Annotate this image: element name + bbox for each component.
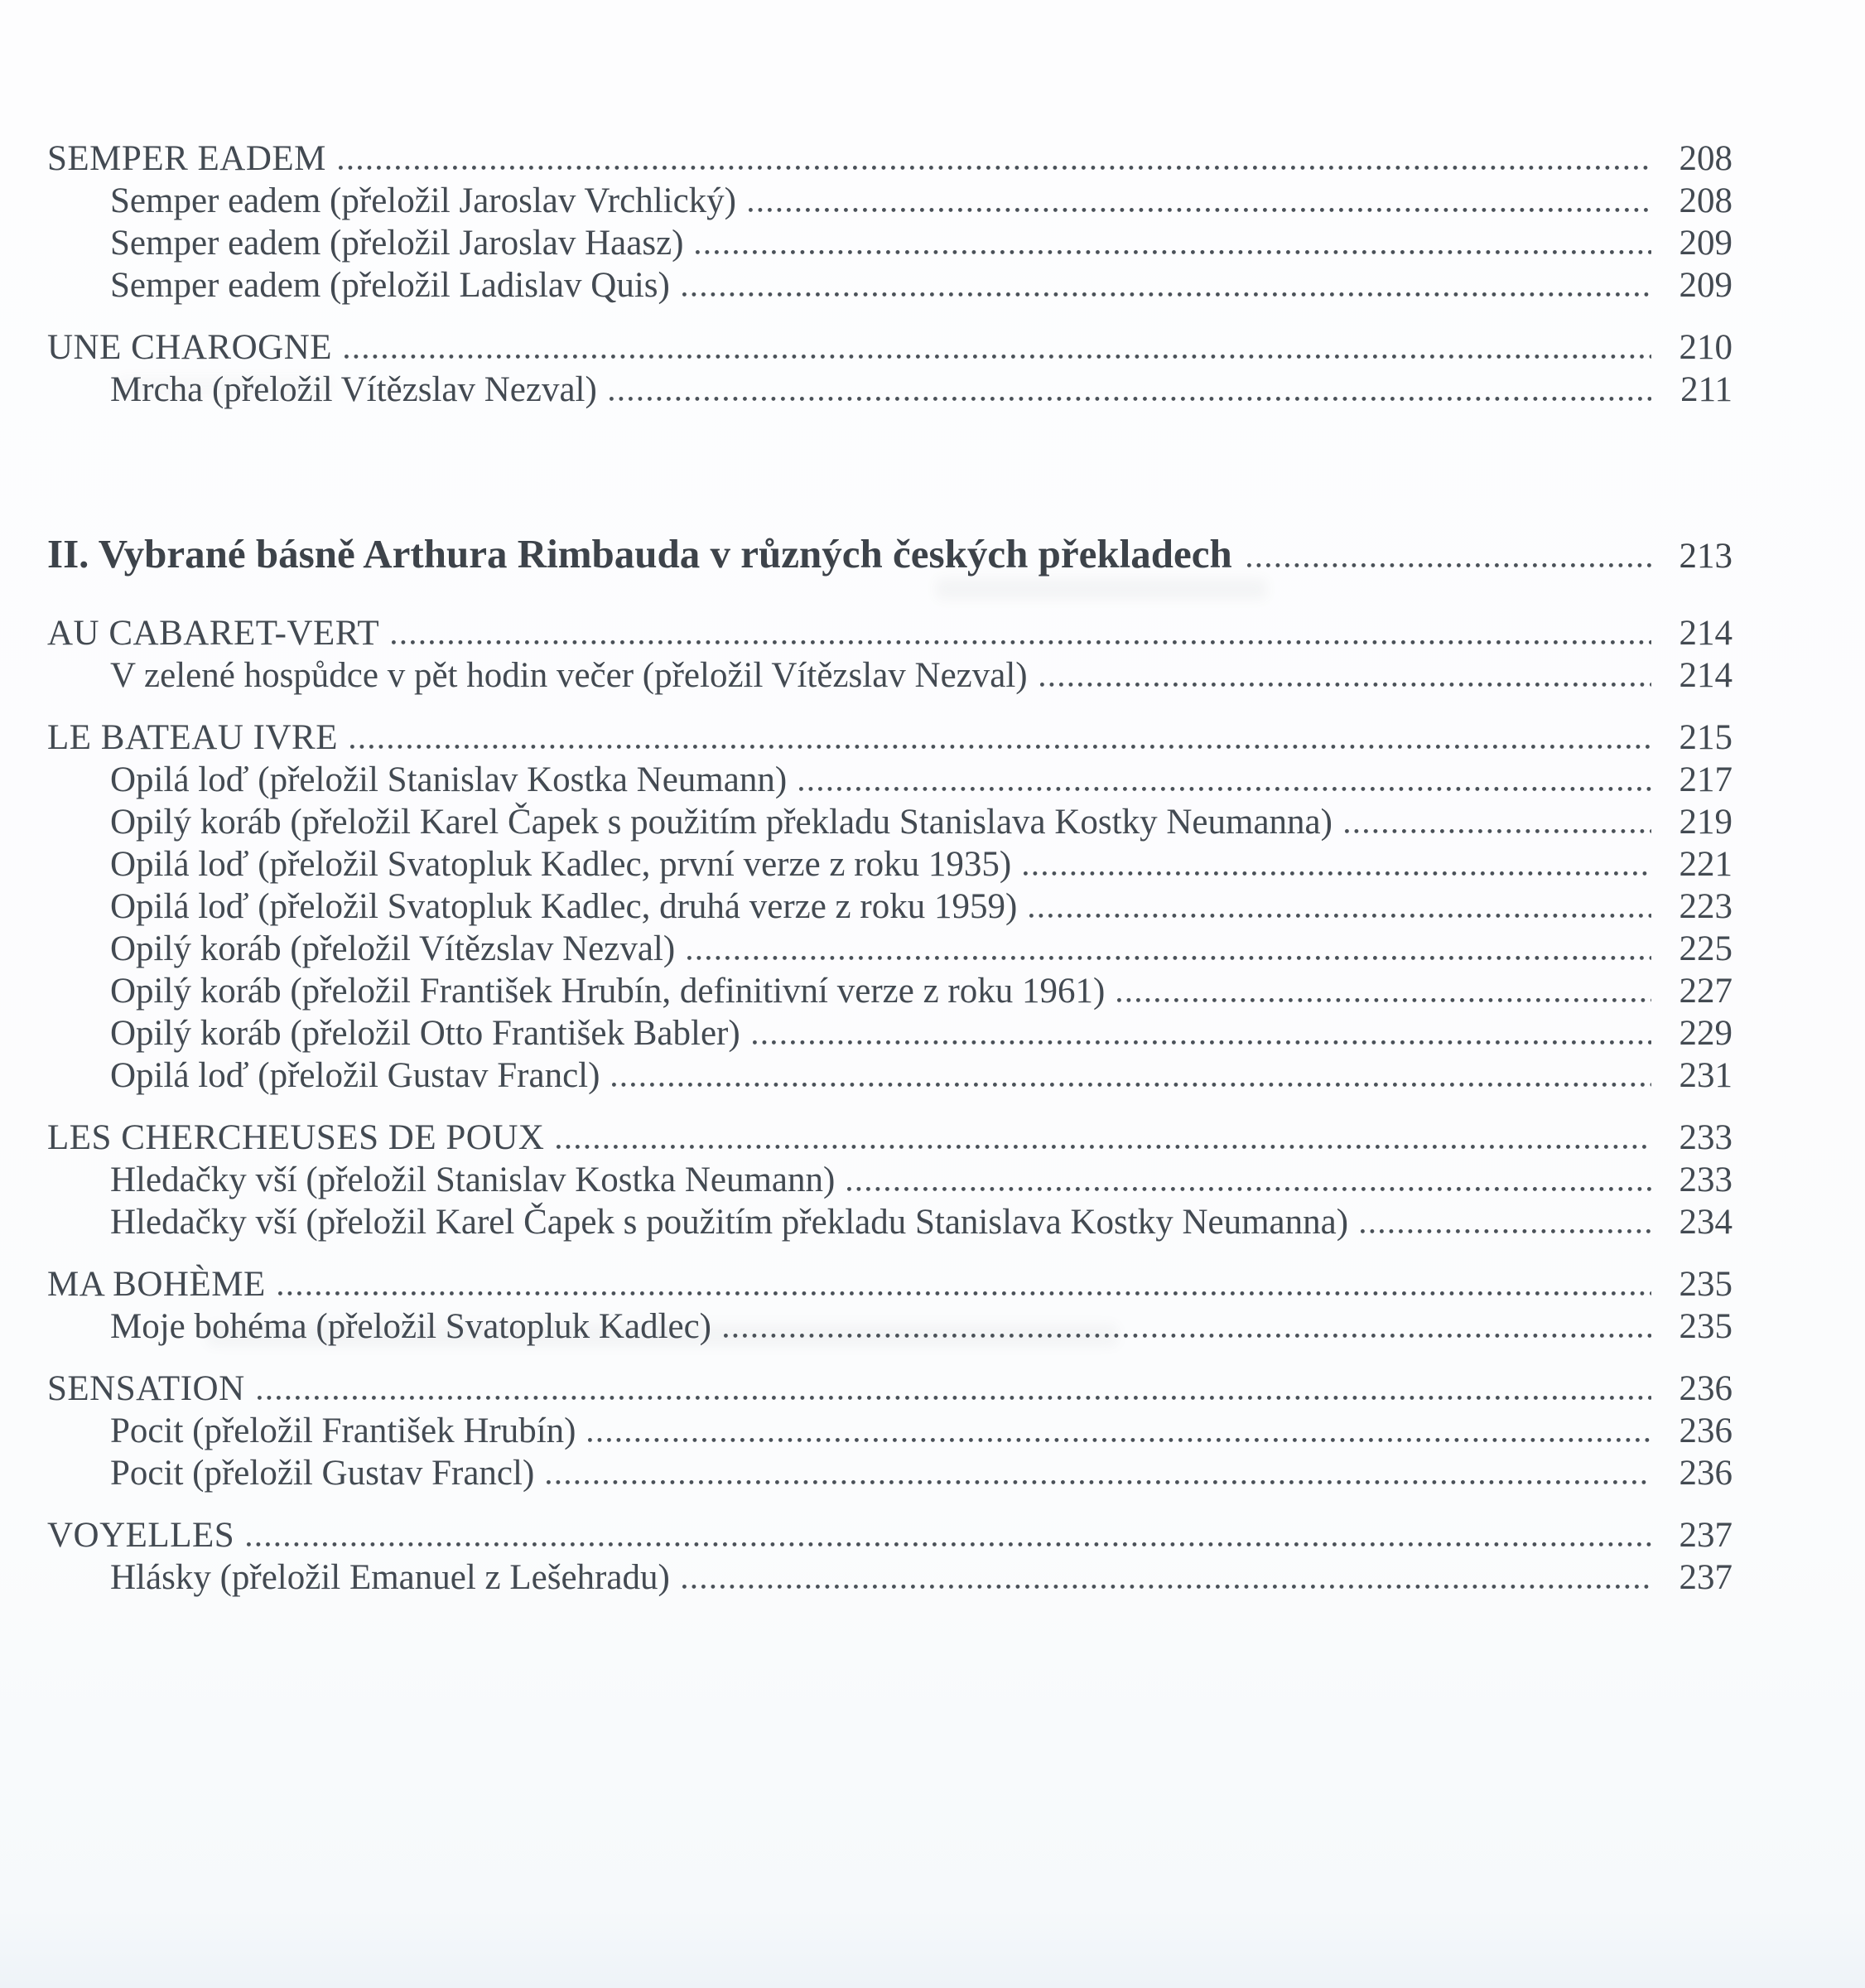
toc-entry-row (47, 180, 1732, 222)
toc-entry-label: Opilý koráb (přeložil Otto František Babler) (110, 1014, 740, 1053)
toc-section-title-row (47, 1514, 1732, 1556)
toc-entry-row (47, 885, 1732, 928)
dot-leader (1024, 871, 1651, 876)
toc-section (47, 1263, 1732, 1348)
table-of-contents (47, 138, 1732, 1599)
toc-entry-label: Semper eadem (přeložil Jaroslav Haasz) (110, 224, 684, 263)
toc-section-title-row (47, 717, 1732, 759)
toc-entry-row (47, 759, 1732, 801)
toc-entry-row (47, 369, 1732, 411)
page-number: 208 (1679, 139, 1732, 178)
toc-section-title: LES CHERCHEUSES DE POUX (47, 1118, 545, 1157)
toc-entry-row (47, 928, 1732, 970)
page-number: 219 (1679, 803, 1732, 842)
toc-entry-label: Hledačky vší (přeložil Karel Čapek s použitím překladu Stanislava Kostky Neumanna) (110, 1203, 1349, 1242)
page-number: 214 (1679, 656, 1732, 695)
dot-leader (345, 355, 1651, 359)
dot-leader (258, 1396, 1651, 1400)
toc-section (47, 717, 1732, 1097)
dot-leader (1361, 1229, 1651, 1233)
page-number: 233 (1679, 1118, 1732, 1157)
dot-leader (847, 1187, 1651, 1191)
toc-part-heading-row (47, 527, 1732, 584)
page-number: 210 (1679, 328, 1732, 367)
toc-entry-row (47, 222, 1732, 264)
page-number: 235 (1679, 1307, 1732, 1346)
toc-section-title: LE BATEAU IVRE (47, 718, 338, 757)
toc-entry-row (47, 1054, 1732, 1097)
toc-entry-label: Opilý koráb (přeložil Vítězslav Nezval) (110, 929, 676, 968)
page-number: 225 (1679, 929, 1732, 968)
dot-leader (350, 745, 1651, 749)
dot-leader (339, 166, 1651, 170)
page-number: 231 (1679, 1056, 1732, 1095)
page-number: 209 (1679, 266, 1732, 305)
toc-entry-label: Mrcha (přeložil Vítězslav Nezval) (110, 370, 597, 409)
page-number: 234 (1679, 1203, 1732, 1242)
dot-leader (687, 956, 1651, 960)
toc-entry-row (47, 1410, 1732, 1452)
toc-section-title-row (47, 1117, 1732, 1159)
dot-leader (278, 1291, 1651, 1296)
dot-leader (682, 292, 1651, 297)
toc-entry-row (47, 1201, 1732, 1243)
toc-entry-row (47, 1305, 1732, 1348)
toc-section-title-row (47, 612, 1732, 654)
page-number: 211 (1680, 370, 1732, 409)
dot-leader (682, 1585, 1651, 1589)
page-number: 227 (1679, 972, 1732, 1011)
toc-entry-label: Opilá loď (přeložil Stanislav Kostka Neumann) (110, 760, 788, 799)
dot-leader (392, 640, 1651, 644)
dot-leader (1117, 998, 1651, 1002)
dot-leader (1345, 829, 1651, 833)
toc-entry-row (47, 843, 1732, 885)
toc-section-title: VOYELLES (47, 1516, 235, 1555)
toc-section (47, 1514, 1732, 1599)
toc-section-title: SENSATION (47, 1369, 245, 1408)
dot-leader (557, 1145, 1651, 1149)
page-number: 229 (1679, 1014, 1732, 1053)
page-number: 233 (1679, 1160, 1732, 1199)
page-number: 215 (1679, 718, 1732, 757)
toc-entry-row (47, 801, 1732, 843)
toc-entry-label: Opilá loď (přeložil Svatopluk Kadlec, první verze z roku 1935) (110, 845, 1012, 884)
dot-leader (724, 1334, 1651, 1338)
toc-part-heading-label: II. Vybrané básně Arthura Rimbauda v různých českých překladech (47, 531, 1232, 577)
toc-entry-row (47, 1159, 1732, 1201)
dot-leader (588, 1438, 1651, 1442)
toc-entry-label: Opilá loď (přeložil Gustav Francl) (110, 1056, 600, 1095)
toc-entry-label: Opilá loď (přeložil Svatopluk Kadlec, druhá verze z roku 1959) (110, 887, 1018, 926)
page-number: 236 (1679, 1454, 1732, 1493)
toc-entry-row (47, 1012, 1732, 1054)
toc-section-title-row (47, 138, 1732, 180)
toc-entry-row (47, 970, 1732, 1012)
page-number: 223 (1679, 887, 1732, 926)
dot-leader (247, 1542, 1651, 1546)
toc-section-title: UNE CHAROGNE (47, 328, 333, 367)
toc-entry-label: Semper eadem (přeložil Jaroslav Vrchlický) (110, 181, 737, 220)
dot-leader (1040, 683, 1651, 687)
toc-entry-row (47, 1452, 1732, 1494)
toc-entry-row (47, 264, 1732, 306)
toc-entry-label: Opilý koráb (přeložil Karel Čapek s použitím překladu Stanislava Kostky Neumanna) (110, 803, 1332, 842)
dot-leader (753, 1040, 1651, 1045)
page-number: 214 (1679, 614, 1732, 653)
toc-entry-label: Semper eadem (přeložil Ladislav Quis) (110, 266, 670, 305)
toc-entry-label: Moje bohéma (přeložil Svatopluk Kadlec) (110, 1307, 712, 1346)
page-number: 221 (1679, 845, 1732, 884)
page-number: 213 (1679, 537, 1732, 576)
toc-part-heading (47, 527, 1732, 584)
dot-leader (799, 787, 1651, 791)
dot-leader (610, 397, 1651, 401)
toc-entry-label: Hledačky vší (přeložil Stanislav Kostka Neumann) (110, 1160, 836, 1199)
dot-leader (1247, 563, 1651, 567)
toc-section-title: MA BOHÈME (47, 1265, 266, 1304)
toc-entry-label: Opilý koráb (přeložil František Hrubín, definitivní verze z roku 1961) (110, 972, 1106, 1011)
toc-section-title: SEMPER EADEM (47, 139, 326, 178)
page-number: 217 (1679, 760, 1732, 799)
page-number: 236 (1679, 1411, 1732, 1450)
toc-section-title-row (47, 326, 1732, 369)
page-number: 237 (1679, 1516, 1732, 1555)
toc-section-title-row (47, 1263, 1732, 1305)
toc-entry-row (47, 1556, 1732, 1599)
toc-section (47, 1368, 1732, 1494)
toc-section (47, 326, 1732, 411)
toc-entry-label: Pocit (přeložil František Hrubín) (110, 1411, 576, 1450)
toc-entry-label: Pocit (přeložil Gustav Francl) (110, 1454, 535, 1493)
page-number: 209 (1679, 224, 1732, 263)
toc-entry-label: Hlásky (přeložil Emanuel z Lešehradu) (110, 1558, 670, 1597)
dot-leader (547, 1480, 1651, 1484)
dot-leader (612, 1083, 1651, 1087)
toc-entry-label: V zelené hospůdce v pět hodin večer (přeložil Vítězslav Nezval) (110, 656, 1028, 695)
page-number: 237 (1679, 1558, 1732, 1597)
toc-section-title: AU CABARET-VERT (47, 614, 380, 653)
page-number: 235 (1679, 1265, 1732, 1304)
dot-leader (696, 250, 1651, 254)
toc-entry-row (47, 654, 1732, 697)
page-number: 208 (1679, 181, 1732, 220)
toc-section (47, 612, 1732, 697)
toc-section (47, 138, 1732, 306)
toc-section-title-row (47, 1368, 1732, 1410)
toc-section (47, 1117, 1732, 1243)
dot-leader (1029, 914, 1651, 918)
page-number: 236 (1679, 1369, 1732, 1408)
dot-leader (749, 208, 1651, 212)
